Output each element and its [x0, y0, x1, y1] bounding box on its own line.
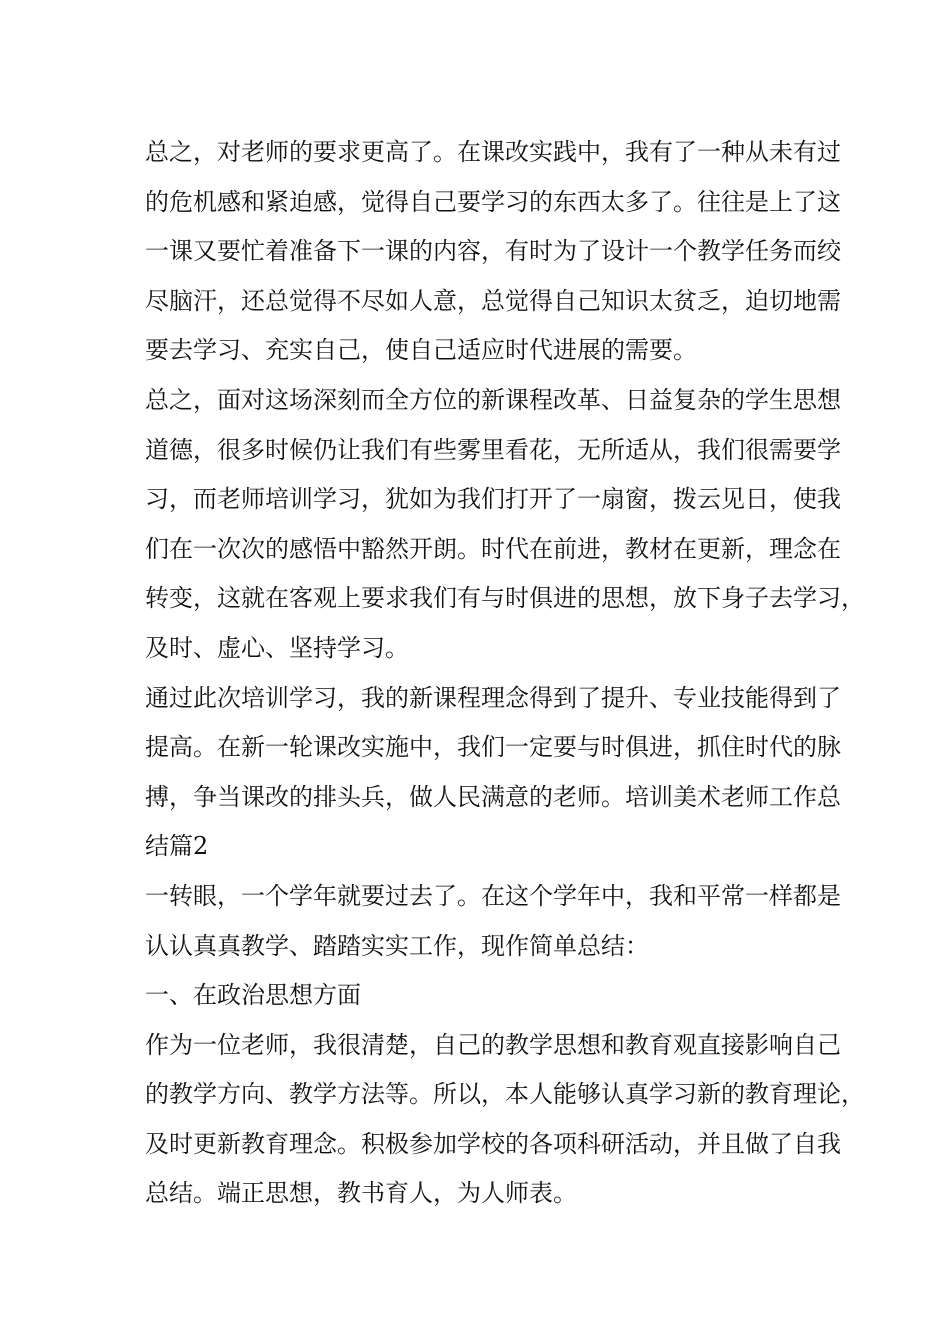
text-line: 们在一次次的感悟中豁然开朗。时代在前进，教材在更新，理念在 [145, 534, 841, 563]
text-line: 习，而老师培训学习，犹如为我们打开了一扇窗，拨云见日，使我 [145, 485, 841, 514]
text-line: 一转眼，一个学年就要过去了。在这个学年中，我和平常一样都是 [145, 881, 841, 910]
text-line: 总之，面对这场深刻而全方位的新课程改革、日益复杂的学生思想 [145, 385, 841, 414]
text-line: 搏，争当课改的排头兵，做人民满意的老师。培训美术老师工作总 [145, 782, 841, 811]
text-line: 道德，很多时候仍让我们有些雾里看花，无所适从，我们很需要学 [145, 435, 841, 464]
text-line: 提高。在新一轮课改实施中，我们一定要与时俱进，抓住时代的脉 [145, 733, 841, 762]
text-line: 的教学方向、教学方法等。所以，本人能够认真学习新的教育理论， [145, 1080, 865, 1109]
text-line: 及时、虚心、坚持学习。 [145, 633, 409, 662]
text-line: 总之，对老师的要求更高了。在课改实践中，我有了一种从未有过 [145, 138, 841, 166]
section-heading: 一、在政治思想方面 [145, 981, 361, 1010]
text-line: 要去学习、充实自己，使自己适应时代进展的需要。 [145, 336, 697, 365]
text-line: 转变，这就在客观上要求我们有与时俱进的思想，放下身子去学习， [145, 584, 865, 613]
text-line: 总结。端正思想，教书育人，为人师表。 [145, 1179, 577, 1208]
text-line: 及时更新教育理念。积极参加学校的各项科研活动，并且做了自我 [145, 1129, 841, 1158]
text-line: 认认真真教学、踏踏实实工作，现作简单总结： [145, 931, 649, 960]
text-line: 的危机感和紧迫感，觉得自己要学习的东西太多了。往往是上了这 [145, 187, 841, 216]
text-line: 通过此次培训学习，我的新课程理念得到了提升、专业技能得到了 [145, 683, 841, 712]
text-line: 一课又要忙着准备下一课的内容，有时为了设计一个教学任务而绞 [145, 237, 841, 266]
text-line: 尽脑汗，还总觉得不尽如人意，总觉得自己知识太贫乏，迫切地需 [145, 286, 841, 315]
text-line: 结篇2 [145, 832, 209, 861]
document-body [145, 128, 865, 1219]
text-line: 作为一位老师，我很清楚，自己的教学思想和教育观直接影响自己 [145, 1030, 841, 1059]
